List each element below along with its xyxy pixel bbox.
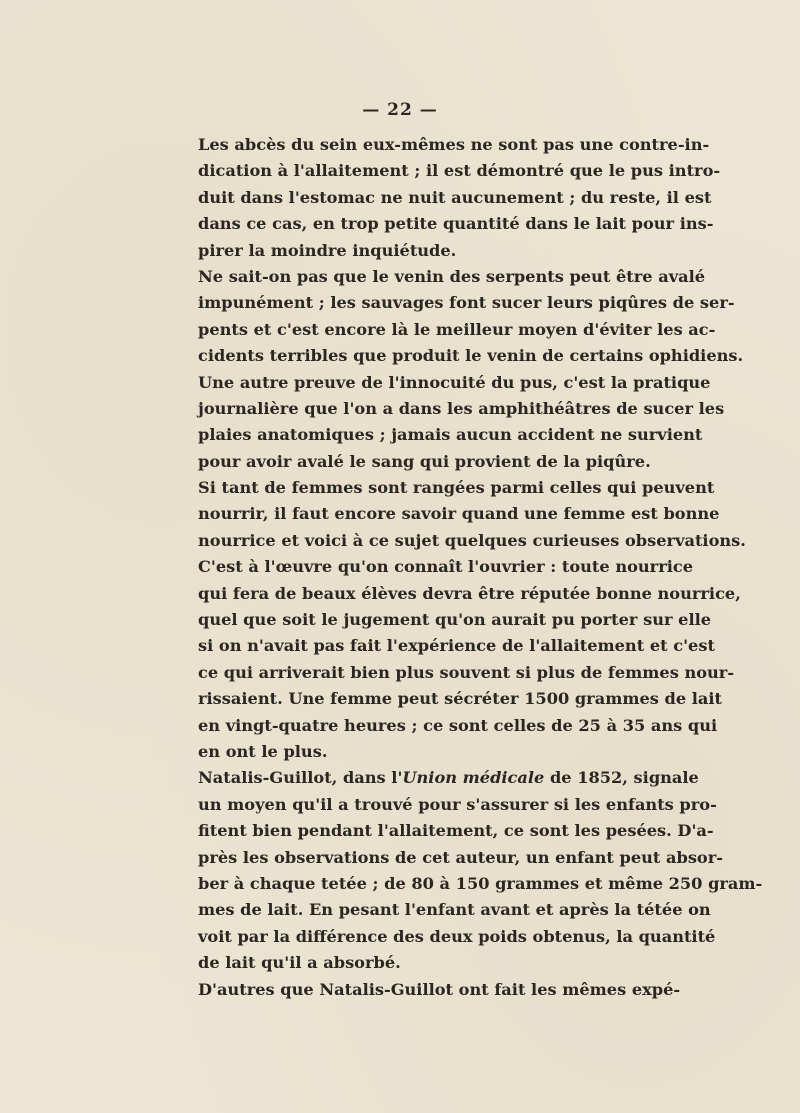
text-line: en vingt-quatre heures ; ce sont celles de 25 à 35 ans qui <box>198 715 718 735</box>
text-line: Ne sait-on pas que le venin des serpents peut être avalé <box>198 266 706 286</box>
text-line <box>198 765 699 791</box>
text-fragment: Natalis-Guillot, dans l' <box>198 768 403 788</box>
text-fragment: de 1852, signale <box>544 768 699 788</box>
text-line: rissaient. Une femme peut sécréter 1500 grammes de lait <box>198 689 723 709</box>
text-line: quel que soit le jugement qu'on aurait pu porter sur elle <box>198 610 712 630</box>
text-line: près les observations de cet auteur, un enfant peut absor- <box>198 847 723 867</box>
text-line: Les abcès du sein eux-mêmes ne sont pas une contre-in- <box>198 135 710 154</box>
text-line: nourrir, il faut encore savoir quand une femme est bonne <box>198 504 720 524</box>
text-line: fitent bien pendant l'allaitement, ce sont les pesées. D'a- <box>198 821 714 841</box>
text-line: mes de lait. En pesant l'enfant avant et après la tétée on <box>198 900 711 920</box>
text-line: impunément ; les sauvages font sucer leurs piqûres de ser- <box>198 293 735 313</box>
text-line: si on n'avait pas fait l'expérience de l'allaitement et c'est <box>198 636 715 656</box>
text-line: de lait qu'il a absorbé. <box>198 953 401 973</box>
text-line: nourrice et voici à ce sujet quelques curieuses observations. <box>198 530 746 550</box>
text-line: Si tant de femmes sont rangées parmi celles qui peuvent <box>198 478 715 498</box>
text-line: ber à chaque tetée ; de 80 à 150 grammes et même 250 gram- <box>198 873 763 893</box>
text-line: pents et c'est encore là le meilleur moyen d'éviter les ac- <box>198 319 716 339</box>
text-line: qui fera de beaux élèves devra être réputée bonne nourrice, <box>198 583 741 603</box>
journal-title: Union médicale <box>402 768 545 788</box>
text-line: journalière que l'on a dans les amphithéâtres de sucer les <box>198 398 725 418</box>
text-line: pour avoir avalé le sang qui provient de la piqûre. <box>198 451 651 471</box>
text-line: C'est à l'œuvre qu'on connaît l'ouvrier : toute nourrice <box>198 557 694 577</box>
text-line: plaies anatomiques ; jamais aucun accident ne survient <box>198 425 703 445</box>
text-line: en ont le plus. <box>198 741 328 761</box>
text-line: cidents terribles que produit le venin de certains ophidiens. <box>198 346 744 366</box>
text-line: un moyen qu'il a trouvé pour s'assurer si les enfants pro- <box>198 794 717 814</box>
text-line: dication à l'allaitement ; il est démontré que le pus intro- <box>198 161 721 181</box>
text-line: duit dans l'estomac ne nuit aucunement ; du reste, il est <box>198 187 712 207</box>
text-line: voit par la différence des deux poids obtenus, la quantité <box>198 926 716 946</box>
body-text <box>198 132 763 1003</box>
text-line: ce qui arriverait bien plus souvent si plus de femmes nour- <box>198 662 735 682</box>
text-line: D'autres que Natalis-Guillot ont fait les mêmes expé- <box>198 979 681 999</box>
page-number: — 22 — <box>362 100 438 120</box>
text-line: Une autre preuve de l'innocuité du pus, c'est la pratique <box>198 372 711 392</box>
text-line: dans ce cas, en trop petite quantité dans le lait pour ins- <box>198 214 714 234</box>
text-line: pirer la moindre inquiétude. <box>198 240 457 260</box>
